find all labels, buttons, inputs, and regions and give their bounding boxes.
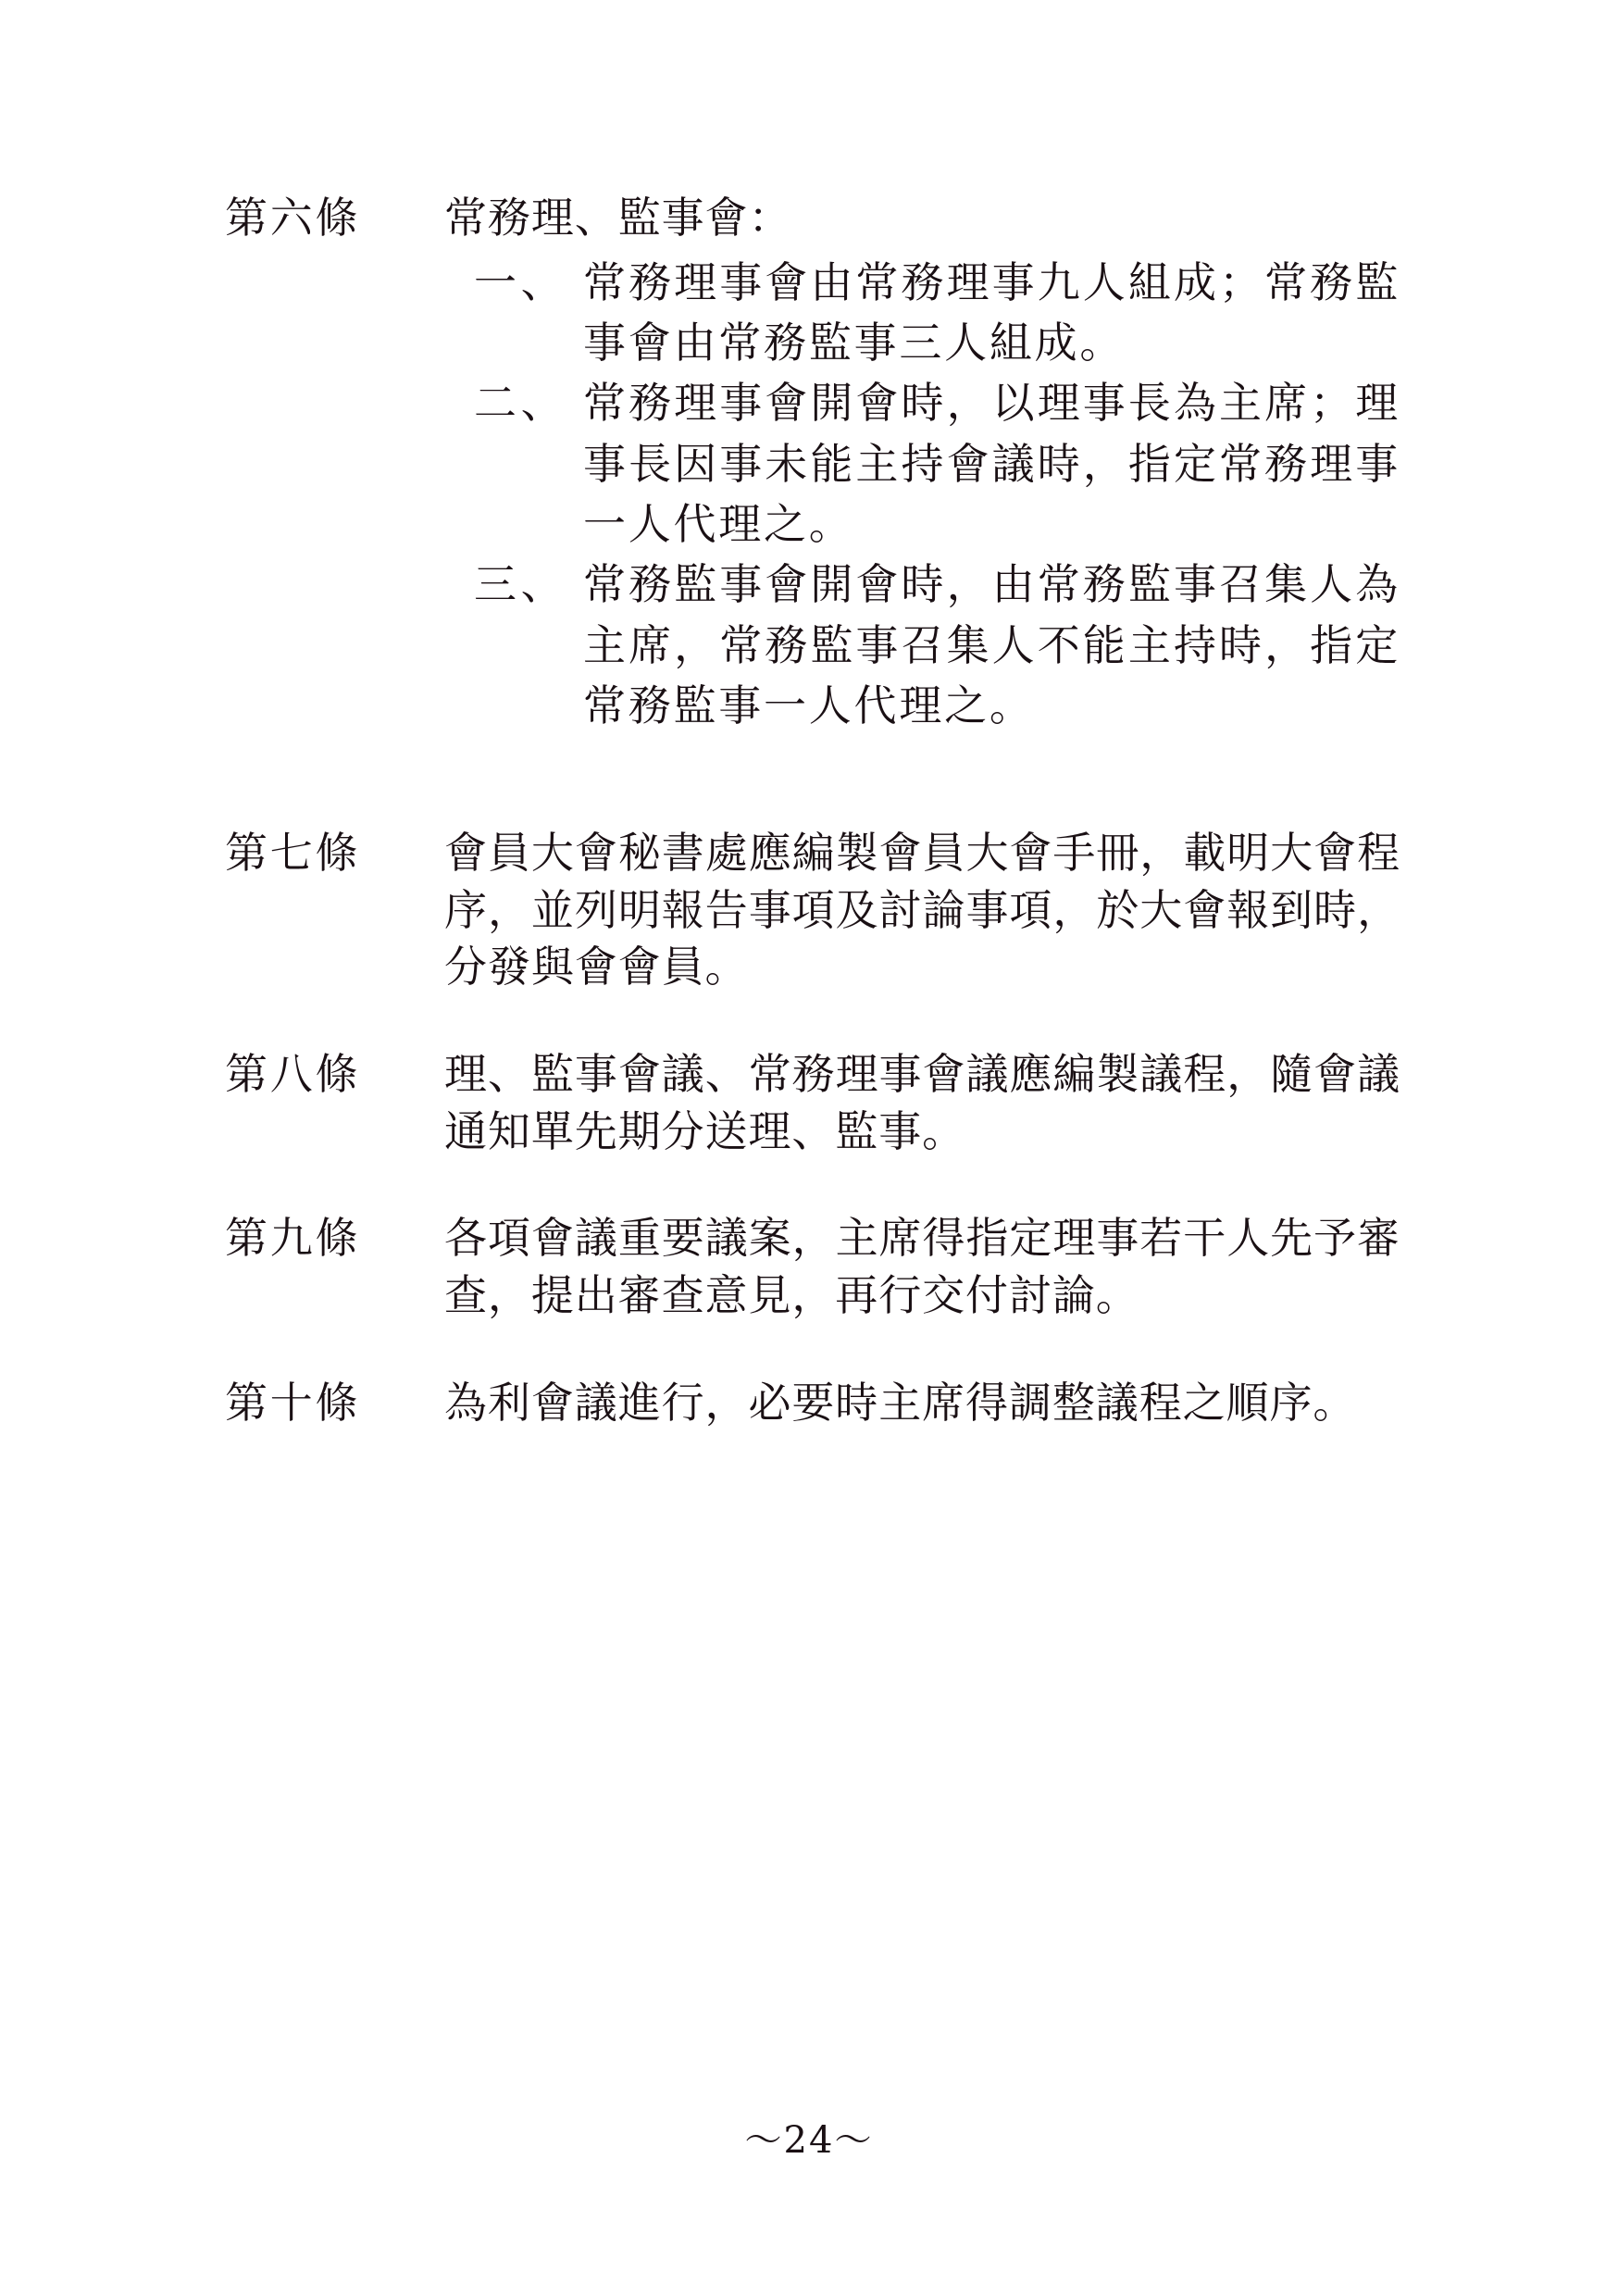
list-item	[474, 253, 1400, 374]
article-content	[444, 190, 1400, 736]
article-label: 第七條	[225, 828, 361, 879]
list-item-text: 常務理事會開會時，以理事長為主席；理事長因事未能主持會議時，指定常務理事一人代理之。	[583, 378, 1400, 549]
list-item	[474, 555, 1400, 736]
list-item	[474, 373, 1400, 555]
article-lead-text: 理、監事會議、常務理事會議應編製議程，隨會議通知單先期分送理、監事。	[444, 1049, 1400, 1156]
article-content	[444, 1046, 1400, 1160]
article-block	[225, 825, 1400, 996]
article-content	[444, 825, 1400, 996]
article-block	[225, 190, 1400, 736]
page-number: ～24～	[744, 2119, 874, 2162]
list-item-text: 常務理事會由常務理事九人組成；常務監事會由常務監事三人組成。	[583, 256, 1400, 368]
article-content	[444, 1375, 1400, 1432]
article-label: 第九條	[225, 1213, 361, 1264]
article-label: 第十條	[225, 1377, 361, 1428]
article-block	[225, 1210, 1400, 1324]
article-lead-text: 各項會議重要議案，主席得指定理事若干人先予審查，提出審查意見，再行交付討論。	[444, 1213, 1400, 1320]
article-content	[444, 1210, 1400, 1324]
section-spacer	[225, 736, 1400, 825]
section-spacer	[225, 1325, 1400, 1375]
article-label: 第六條	[225, 193, 361, 243]
article-lead-text: 為利會議進行，必要時主席得調整議程之順序。	[444, 1377, 1357, 1428]
article-label: 第八條	[225, 1049, 361, 1099]
list-item-marker: 三、	[474, 559, 568, 610]
section-spacer	[225, 1160, 1400, 1210]
list-item-marker: 二、	[474, 378, 568, 429]
section-spacer	[225, 996, 1400, 1046]
article-block	[225, 1375, 1400, 1432]
document-body	[225, 190, 1400, 1431]
list-item-marker: 一、	[474, 256, 568, 307]
article-block	[225, 1046, 1400, 1160]
article-lead-text: 會員大會秘書處應編製會員大會手冊，載明大會程序，並列明報告事項及討論事項，於大會報到時，分發與會會員。	[444, 828, 1400, 992]
list-item-text: 常務監事會開會時，由常務監事召集人為主席，常務監事召集人不能主持時，指定常務監事一人代理之。	[583, 559, 1400, 730]
article-lead-text: 常務理、監事會：	[444, 193, 792, 243]
article-subitem-list	[444, 253, 1400, 737]
